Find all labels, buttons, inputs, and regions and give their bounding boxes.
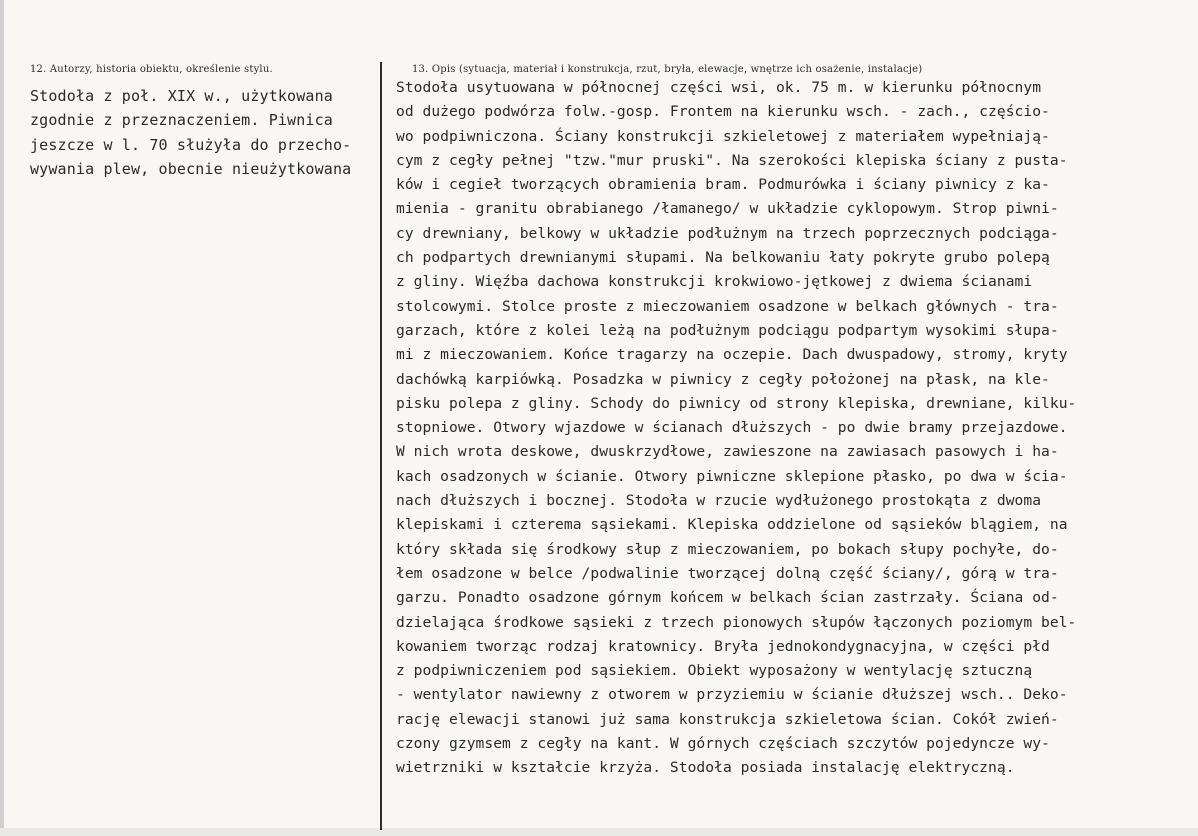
text-line: ch podpartych drewnianymi słupami. Na belkowaniu łaty pokryte grubo polepą	[396, 249, 1050, 267]
text-line: łem osadzone w belce /podwalinie tworzącej dolną część ściany/, górą w tra-	[396, 564, 1059, 582]
column-divider	[380, 62, 382, 830]
page-bottom-edge	[0, 828, 1198, 836]
text-line: wo podpiwniczona. Ściany konstrukcji szkieletowej z materiałem wypełniają-	[396, 127, 1050, 145]
text-line: Stodoła z poł. XIX w., użytkowana	[30, 87, 333, 105]
text-line: zgodnie z przeznaczeniem. Piwnica	[30, 111, 333, 130]
text-line: ków i cegieł tworzących obramienia bram. Podmurówka i ściany piwnicy z ka-	[396, 176, 1050, 194]
text-line: Stodoła usytuowana w północnej części wsi, ok. 75 m. w kierunku północnym	[396, 79, 1042, 96]
text-line: garzu. Ponadto osadzone górnym końcem w belkach ścian zastrzały. Ściana od-	[396, 589, 1059, 607]
section-12-text	[30, 84, 378, 181]
text-line: W nich wrota deskowe, dwuskrzydłowe, zawieszone na zawiasach pasowych i ha-	[396, 443, 1059, 461]
text-line: pisku polepa z gliny. Schody do piwnicy od strony klepiska, drewniane, kilku-	[396, 394, 1077, 412]
text-line: rację elewacji stanowi już sama konstrukcja szkieletowa ścian. Cokół zwień-	[396, 710, 1059, 728]
text-line: który składa się środkowy słup z mieczowaniem, po bokach słupy pochyłe, do-	[396, 540, 1059, 558]
text-line: stopniowe. Otwory wjazdowe w ścianach dłuższych - po dwie bramy przejazdowe.	[396, 419, 1068, 437]
text-line: cy drewniany, belkowy w układzie podłużnym na trzech poprzecznych podciąga-	[396, 224, 1059, 242]
text-line: kowaniem tworząc rodzaj kratownicy. Bryła jednokondygnacyjna, w części płd	[396, 637, 1050, 655]
section-13-header: 13. Opis (sytuacja, materiał i konstrukcja, rzut, bryła, elewacje, wnętrze ich osażenie, instalacje)	[412, 64, 923, 75]
text-line: czony gzymsem z cegły na kant. W górnych częściach szczytów pojedyncze wy-	[396, 735, 1050, 753]
text-line: nach dłuższych i bocznej. Stodoła w rzucie wydłużonego prostokąta z dwoma	[396, 492, 1042, 510]
text-line: mienia - granitu obrabianego /łamanego/ w układzie cyklopowym. Strop piwni-	[396, 200, 1059, 218]
text-line: cym z cegły pełnej "tzw."mur pruski". Na szerokości klepiska ściany z pusta-	[396, 151, 1068, 169]
text-line: wywania plew, obecnie nieużytkowana	[30, 159, 352, 178]
section-13-text	[396, 76, 1176, 781]
text-line: garzach, które z kolei leżą na podłużnym podciągu podpartym wysokimi słupa-	[396, 321, 1059, 339]
section-12-header: 12. Autorzy, historia obiektu, określenie stylu.	[30, 64, 273, 75]
text-line: od dużego podwórza folw.-gosp. Frontem na kierunku wsch. - zach., częścio-	[396, 103, 1050, 121]
text-line: - wentylator nawiewny z otworem w przyziemiu w ścianie dłuższej wsch.. Deko-	[396, 686, 1068, 704]
text-line: kach osadzonych w ścianie. Otwory piwniczne sklepione płasko, po dwa w ścia-	[396, 467, 1068, 485]
text-line: jeszcze w l. 70 służyła do przecho-	[30, 135, 352, 154]
text-line: dachówką karpiówką. Posadzka w piwnicy z cegły położonej na płask, na kle-	[396, 370, 1050, 388]
text-line: dzielająca środkowe sąsieki z trzech pionowych słupów łączonych poziomym bel-	[396, 613, 1077, 631]
page-left-edge	[0, 0, 4, 836]
text-line: klepiskami i czterema sąsiekami. Klepiska oddzielone od sąsieków blągiem, na	[396, 516, 1068, 534]
text-line: mi z mieczowaniem. Końce tragarzy na oczepie. Dach dwuspadowy, stromy, kryty	[396, 346, 1068, 364]
text-line: z gliny. Więźba dachowa konstrukcji krokwiowo-jętkowej z dwiema ścianami	[396, 273, 1033, 291]
text-line: stolcowymi. Stolce proste z mieczowaniem osadzone w belkach głównych - tra-	[396, 297, 1059, 315]
text-line: z podpiwniczeniem pod sąsiekiem. Obiekt wyposażony w wentylację sztuczną	[396, 662, 1033, 680]
text-line: wietrzniki w kształcie krzyża. Stodoła posiada instalację elektryczną.	[396, 759, 1015, 777]
